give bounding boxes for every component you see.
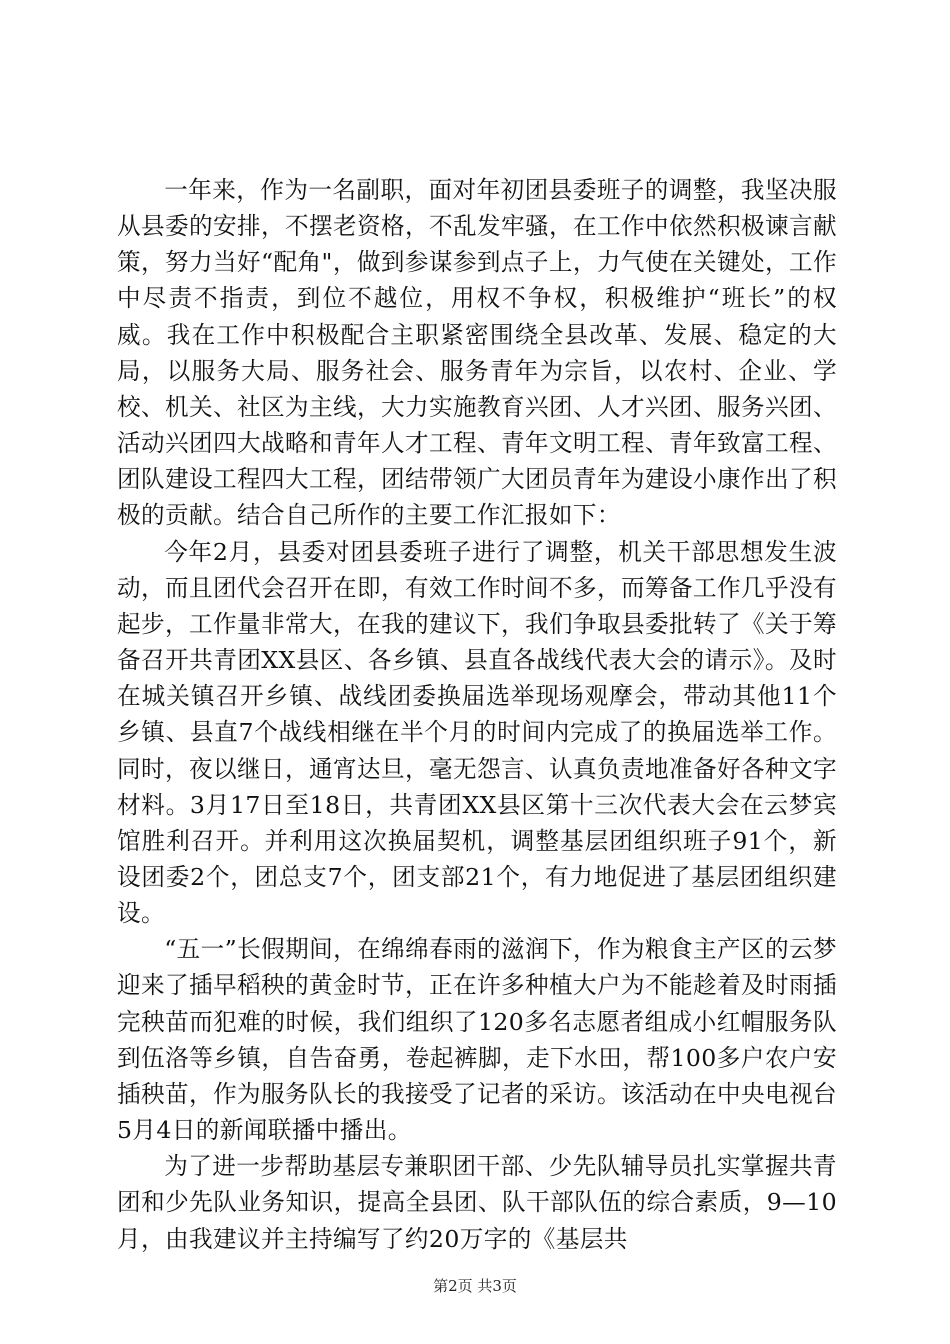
paragraph-2: 今年2月，县委对团县委班子进行了调整，机关干部思想发生波动，而且团代会召开在即，有效工作时间不多，而筹备工作几乎没有起步，工作量非常大，在我的建议下，我们争取县委批转了《关于筹备召开共青团XX县区、各乡镇、县直各战线代表大会的请示》。及时在城关镇召开乡镇、战线团委换届选举现场观摩会，带动其他11个乡镇、县直7个战线相继在半个月的时间内完成了的换届选举工作。同时，夜以继日，通宵达旦，毫无怨言、认真负责地准备好各种文字材料。3月17日至18日，共青团XX县区第十三次代表大会在云梦宾馆胜利召开。并利用这次换届契机，调整基层团组织班子91个，新设团委2个，团总支7个，团支部21个，有力地促进了基层团组织建设。 bbox=[117, 537, 837, 928]
paragraph-3: “五一”长假期间，在绵绵春雨的滋润下，作为粮食主产区的云梦迎来了插早稻秧的黄金时节，正在许多种植大户为不能趁着及时雨插完秧苗而犯难的时候，我们组织了120多名志愿者组成小红帽服务队到伍洛等乡镇，自告奋勇，卷起裤脚，走下水田，帮100多户农户安插秧苗，作为服务队长的我接受了记者的采访。该活动在中央电视台5月4日的新闻联播中播出。 bbox=[117, 935, 837, 1145]
paragraph-1: 一年来，作为一名副职，面对年初团县委班子的调整，我坚决服从县委的安排，不摆老资格，不乱发牢骚，在工作中依然积极谏言献策，努力当好“配角"，做到参谋参到点子上，力气使在关键处，工作中尽责不指责，到位不越位，用权不争权，积极维护“班长”的权威。我在工作中积极配合主职紧密围绕全县改革、发展、稳定的大局，以服务大局、服务社会、服务青年为宗旨，以农村、企业、学校、机关、社区为主线，大力实施教育兴团、人才兴团、服务兴团、活动兴团四大战略和青年人才工程、青年文明工程、青年致富工程、团队建设工程四大工程，团结带领广大团员青年为建设小康作出了积极的贡献。结合自己所作的主要工作汇报如下： bbox=[117, 176, 837, 530]
paragraph-4: 为了进一步帮助基层专兼职团干部、少先队辅导员扎实掌握共青团和少先队业务知识，提高全县团、队干部队伍的综合素质，9—10月，由我建议并主持编写了约20万字的《基层共 bbox=[117, 1152, 837, 1253]
document-body bbox=[117, 172, 837, 1257]
page-number-footer: 第2页 共3页 bbox=[433, 1277, 517, 1295]
